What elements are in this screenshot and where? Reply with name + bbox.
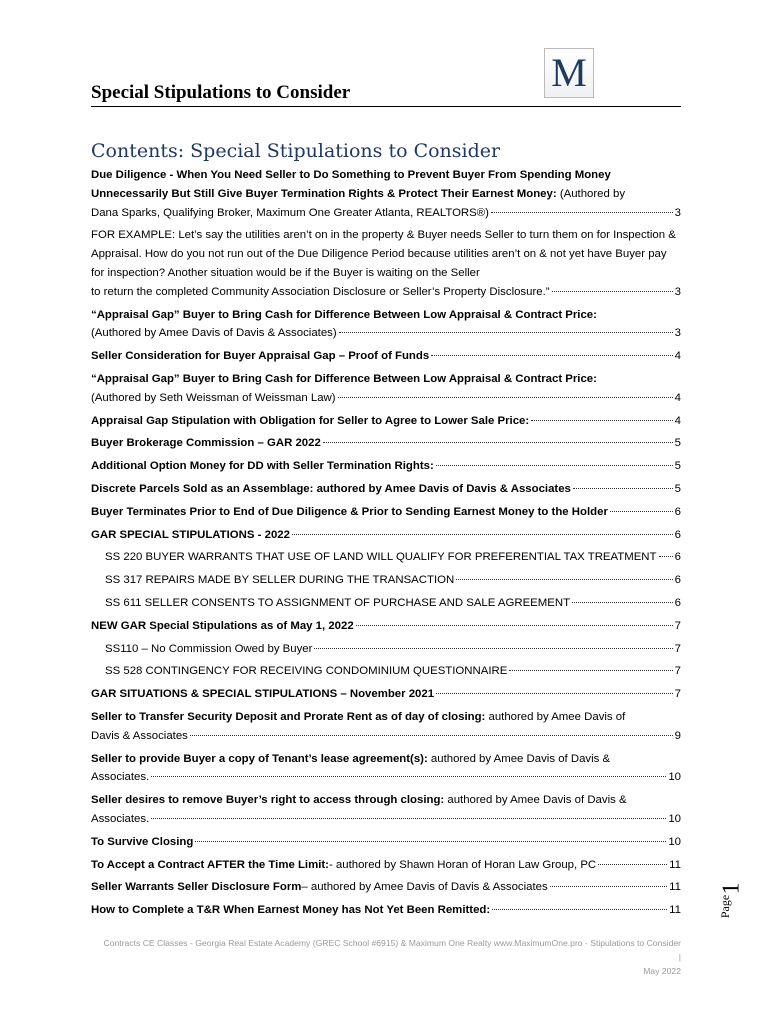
side-page-number	[718, 875, 745, 930]
toc-page-number: 7	[674, 642, 681, 655]
toc-entry-continuation: to return the completed Community Association Disclosure or Seller’s Property Disclosure.”	[91, 285, 550, 298]
toc-leader	[598, 864, 667, 865]
toc-subentry[interactable]	[91, 594, 681, 613]
toc-entry-title: NEW GAR Special Stipulations as of May 1, 2022	[91, 619, 354, 632]
toc-entry-title: Seller Warrants Seller Disclosure Form	[91, 881, 302, 894]
toc-leader	[552, 291, 673, 292]
table-of-contents	[91, 166, 681, 924]
toc-subentry[interactable]	[91, 640, 681, 659]
toc-entry-title: Seller Consideration for Buyer Appraisal Gap – Proof of Funds	[91, 350, 430, 363]
toc-leader	[659, 556, 673, 557]
toc-entry-title: To Survive Closing	[91, 835, 194, 848]
toc-entry[interactable]	[91, 708, 681, 746]
toc-entry-title: Appraisal Gap Stipulation with Obligation for Seller to Agree to Lower Sale Price:	[91, 414, 530, 427]
toc-entry[interactable]	[91, 412, 681, 431]
toc-heading: Contents: Special Stipulations to Consider	[91, 140, 501, 162]
toc-leader	[195, 841, 666, 842]
toc-entry[interactable]	[91, 457, 681, 476]
toc-leader	[531, 420, 672, 421]
toc-leader	[323, 442, 673, 443]
toc-entry-author: authored by Amee Davis of	[485, 710, 626, 723]
toc-page-number: 11	[669, 881, 681, 894]
page-label: Page	[718, 894, 733, 919]
toc-page-number: 11	[669, 904, 681, 917]
toc-leader	[491, 212, 673, 213]
toc-page-number: 6	[674, 574, 681, 587]
toc-subentry[interactable]	[91, 571, 681, 590]
toc-page-number: 7	[674, 665, 681, 678]
toc-page-number: 4	[674, 414, 681, 427]
toc-entry[interactable]	[91, 526, 681, 545]
toc-entry-title: SS 611 SELLER CONSENTS TO ASSIGNMENT OF PURCHASE AND SALE AGREEMENT	[105, 596, 571, 609]
document-header-title: Special Stipulations to Consider	[91, 82, 351, 103]
toc-page-number: 7	[674, 619, 681, 632]
toc-leader	[190, 735, 673, 736]
toc-leader	[339, 332, 673, 333]
toc-entry-author: (Authored by	[556, 187, 626, 200]
logo-letter: M	[551, 50, 587, 95]
toc-entry-title: GAR SITUATIONS & SPECIAL STIPULATIONS – November 2021	[91, 688, 435, 701]
toc-leader	[151, 818, 666, 819]
toc-leader	[572, 602, 673, 603]
toc-page-number: 5	[674, 482, 681, 495]
toc-leader	[509, 670, 672, 671]
toc-entry-author: authored by Amee Davis of Davis &	[444, 794, 627, 807]
toc-page-number: 5	[674, 460, 681, 473]
toc-entry-author: – authored by Amee Davis of Davis & Associates	[301, 881, 548, 894]
toc-page-number: 6	[674, 505, 681, 518]
toc-page-number: 11	[669, 858, 681, 871]
toc-entry-title: Additional Option Money for DD with Seller Termination Rights:	[91, 460, 434, 473]
toc-entry-title: SS 528 CONTINGENCY FOR RECEIVING CONDOMINIUM QUESTIONNAIRE	[105, 665, 508, 678]
toc-entry-title: Seller to provide Buyer a copy of Tenant’s lease agreement(s):	[91, 752, 428, 765]
toc-leader	[456, 579, 672, 580]
toc-leader	[292, 534, 673, 535]
toc-entry-title: Seller desires to remove Buyer’s right to access through closing:	[91, 794, 445, 807]
toc-entry[interactable]	[91, 370, 681, 408]
toc-page-number: 6	[674, 551, 681, 564]
toc-page-number: 9	[674, 729, 681, 742]
toc-subentry[interactable]	[91, 662, 681, 681]
toc-entry-title: Buyer Brokerage Commission – GAR 2022	[91, 437, 321, 450]
toc-entry[interactable]	[91, 791, 681, 829]
footer-line-2: May 2022	[643, 966, 681, 976]
toc-page-number: 10	[668, 835, 681, 848]
toc-entry[interactable]	[91, 306, 681, 344]
toc-entry-continuation: Dana Sparks, Qualifying Broker, Maximum One Greater Atlanta, REALTORS®)	[91, 206, 489, 219]
toc-page-number: 5	[674, 437, 681, 450]
toc-entry[interactable]	[91, 617, 681, 636]
header-rule	[91, 106, 681, 107]
toc-entry-continuation: Associates.	[91, 771, 150, 784]
toc-entry-title: To Accept a Contract AFTER the Time Limit:	[91, 858, 329, 871]
toc-entry[interactable]	[91, 750, 681, 788]
toc-page-number: 4	[674, 391, 681, 404]
toc-entry[interactable]	[91, 434, 681, 453]
toc-leader	[314, 648, 672, 649]
toc-entry[interactable]	[91, 878, 681, 897]
toc-subentry[interactable]	[91, 548, 681, 567]
toc-entry-title: Discrete Parcels Sold as an Assemblage: authored by Amee Davis of Davis & Associates	[91, 482, 571, 495]
toc-entry[interactable]	[91, 833, 681, 852]
document-footer	[100, 936, 681, 978]
toc-entry-continuation: Davis & Associates	[91, 729, 188, 742]
toc-entry-title: How to Complete a T&R When Earnest Money has Not Yet Been Remitted:	[91, 904, 491, 917]
toc-leader	[338, 397, 673, 398]
toc-page-number: 3	[674, 327, 681, 340]
page-number: 1	[718, 882, 745, 895]
footer-line-1: Contracts CE Classes - Georgia Real Estate Academy (GREC School #6915) & Maximum One Realty www.MaximumOne.pro - Stipulations to Consider |	[103, 938, 681, 962]
toc-entry[interactable]	[91, 685, 681, 704]
toc-entry[interactable]	[91, 856, 681, 875]
toc-entry-title: Buyer Terminates Prior to End of Due Diligence & Prior to Sending Earnest Money to the Holder	[91, 505, 608, 518]
toc-entry-title: GAR SPECIAL STIPULATIONS - 2022	[91, 528, 290, 541]
toc-entry-continuation: (Authored by Amee Davis of Davis & Associates)	[91, 327, 337, 340]
toc-page-number: 3	[674, 285, 681, 298]
toc-leader	[550, 886, 667, 887]
toc-entry-title: SS110 – No Commission Owed by Buyer	[105, 642, 313, 655]
toc-entry[interactable]	[91, 347, 681, 366]
toc-page-number: 10	[668, 771, 681, 784]
toc-leader	[573, 488, 673, 489]
toc-entry-continuation: (Authored by Seth Weissman of Weissman Law)	[91, 391, 336, 404]
toc-entry-title: Due Diligence - When You Need Seller to Do Something to Prevent Buyer From Spending Money Unnecessarily But Still Give Buyer Termination Rights & Protect Their Earnest Money:	[91, 169, 611, 200]
toc-leader	[436, 465, 673, 466]
toc-entry-continuation: Associates.	[91, 812, 150, 825]
toc-leader	[151, 776, 666, 777]
toc-leader	[431, 355, 672, 356]
toc-page-number: 7	[674, 688, 681, 701]
toc-entry-title: SS 317 REPAIRS MADE BY SELLER DURING THE TRANSACTION	[105, 574, 455, 587]
toc-entry-author: authored by Amee Davis of Davis &	[427, 752, 611, 765]
toc-entry-title: “Appraisal Gap” Buyer to Bring Cash for Difference Between Low Appraisal & Contract Price:	[91, 308, 597, 321]
toc-entry[interactable]	[91, 503, 681, 522]
toc-leader	[356, 625, 673, 626]
toc-entry-title: SS 220 BUYER WARRANTS THAT USE OF LAND WILL QUALIFY FOR PREFERENTIAL TAX TREATMENT	[105, 551, 657, 564]
toc-entry[interactable]	[91, 480, 681, 499]
maximum-one-logo	[544, 48, 594, 98]
toc-entry[interactable]	[91, 166, 681, 222]
toc-entry[interactable]	[91, 901, 681, 920]
toc-entry-title: FOR EXAMPLE: Let’s say the utilities aren’t on in the property & Buyer needs Seller to turn them on for Inspection & Appraisal. How do you not run out of the Due Diligence Period because utilities aren’t on & not yet have Buyer pay for inspection? Another situation would be if the Buyer is waiting on the Seller	[91, 229, 676, 279]
toc-page-number: 10	[668, 812, 681, 825]
toc-page-number: 6	[674, 528, 681, 541]
toc-entry-title: “Appraisal Gap” Buyer to Bring Cash for Difference Between Low Appraisal & Contract Price:	[91, 372, 597, 385]
toc-leader	[492, 909, 667, 910]
toc-leader	[610, 511, 673, 512]
toc-page-number: 6	[674, 596, 681, 609]
toc-page-number: 3	[674, 206, 681, 219]
toc-page-number: 4	[674, 350, 681, 363]
toc-entry-author: - authored by Shawn Horan of Horan Law Group, PC	[328, 858, 597, 871]
toc-entry-title: Seller to Transfer Security Deposit and Prorate Rent as of day of closing:	[91, 710, 486, 723]
toc-leader	[436, 693, 673, 694]
toc-entry[interactable]	[91, 226, 681, 301]
